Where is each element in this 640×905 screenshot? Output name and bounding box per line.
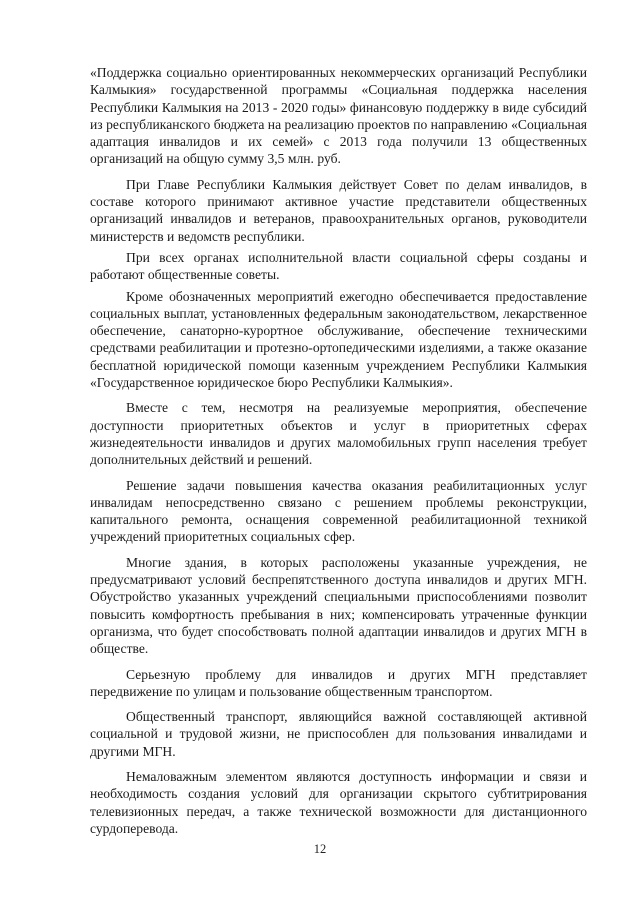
paragraph-10: Немаловажным элементом являются доступность информации и связи и необходимость создания условий для организации скрытого субтитрирования телевизионных передач, а также технической возможности для дистанционного сурдоперевода. [90, 768, 587, 836]
paragraph-2: При Главе Республики Калмыкия действует Совет по делам инвалидов, в составе которого принимают активное участие представители общественных организаций инвалидов и ветеранов, правоохранительных органов, руководители министерств и ведомств республики. [90, 176, 587, 244]
paragraph-4: Кроме обозначенных мероприятий ежегодно обеспечивается предоставление социальных выплат, установленных федеральным законодательством, лекарственное обеспечение, санаторно-курортное обслуживание, обеспечение техническими средствами реабилитации и протезно-ортопедическими изделиями, а также оказание бесплатной юридической помощи казенным учреждением Республики Калмыкия «Государственное юридическое бюро Республики Калмыкия». [90, 288, 587, 391]
paragraph-5: Вместе с тем, несмотря на реализуемые мероприятия, обеспечение доступности приоритетных объектов и услуг в приоритетных сферах жизнедеятельности инвалидов и других маломобильных групп населения требует дополнительных действий и решений. [90, 400, 587, 468]
document-body [90, 64, 587, 837]
paragraph-7: Многие здания, в которых расположены указанные учреждения, не предусматривают условий беспрепятственного доступа инвалидов и других МГН. Обустройство указанных учреждений специальными приспособлениями позволит повысить комфортность пребывания в них; компенсировать утраченные функции организма, что будет способствовать полной адаптации инвалидов и других МГН в обществе. [90, 554, 587, 657]
paragraph-3: При всех органах исполнительной власти социальной сферы созданы и работают общественные советы. [90, 249, 587, 283]
paragraph-9: Общественный транспорт, являющийся важной составляющей активной социальной и трудовой жизни, не приспособлен для пользования инвалидами и другими МГН. [90, 709, 587, 759]
page-number: 12 [313, 842, 327, 856]
paragraph-6: Решение задачи повышения качества оказания реабилитационных услуг инвалидам непосредственно связано с решением проблемы реконструкции, капитального ремонта, оснащения современной реабилитационной техникой учреждений приоритетных социальных сфер. [90, 477, 587, 545]
paragraph-8: Серьезную проблему для инвалидов и других МГН представляет передвижение по улицам и пользование общественным транспортом. [90, 666, 587, 699]
paragraph-1: «Поддержка социально ориентированных некоммерческих организаций Республики Калмыкия» государственной программы «Социальная поддержка населения Республики Калмыкия на 2013 - 2020 годы» финансовую поддержку в виде субсидий из республиканского бюджета на реализацию проектов по направлению «Социальная адаптация инвалидов и их семей» с 2013 года получили 13 общественных организаций на общую сумму 3,5 млн. руб. [90, 65, 587, 167]
